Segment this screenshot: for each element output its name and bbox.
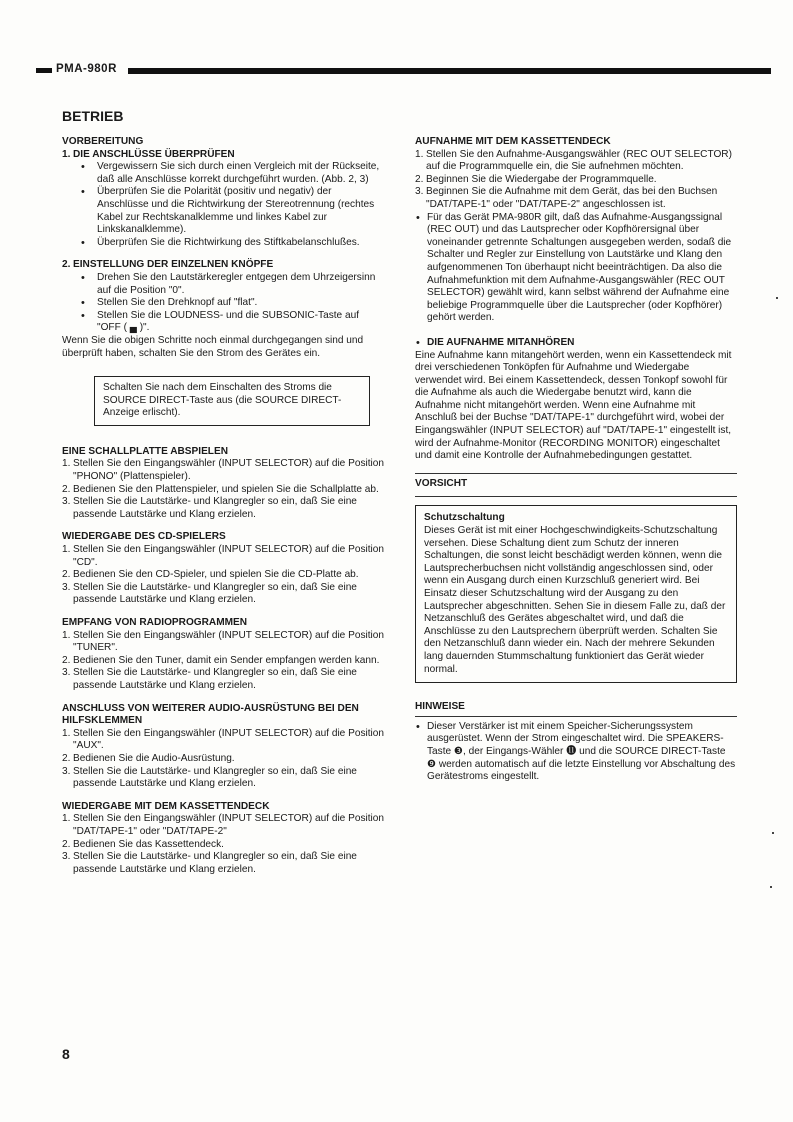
protection-circuit-box (415, 505, 737, 683)
list-item: 3. Stellen Sie die Lautstärke- und Klangregler so ein, daß Sie eine passende Lautstärke und Klang erzielen. (62, 581, 357, 606)
section-caution (415, 473, 737, 683)
divider (415, 473, 737, 474)
list-item: 1. Stellen Sie den Eingangswähler (INPUT SELECTOR) auf die Position "PHONO" (Plattenspieler). (62, 458, 385, 483)
scan-speck (770, 886, 772, 888)
list-item: 2. Bedienen Sie den Tuner, damit ein Sender empfangen werden kann. (62, 654, 380, 666)
model-name: PMA-980R (56, 63, 117, 75)
list-item: • Dieser Verstärker ist mit einem Speicher-Sicherungssystem ausgerüstet. Wenn der Strom eingeschaltet wird. Die SPEAKERS-Taste ❸, der Eingangs-Wähler ⓫ und die SOURCE DIRECT-Taste ❾ werden automatisch auf die letzte Einstellung vor Abschaltung des Gerätestroms eingestellt. (415, 721, 737, 784)
list-item: 2. Bedienen Sie den Plattenspieler, und spielen Sie die Schallplatte ab. (62, 483, 379, 495)
divider (415, 716, 737, 717)
list-item: 1. Stellen Sie den Eingangswähler (INPUT SELECTOR) auf die Position "TUNER". (62, 629, 385, 654)
list-item: 1. Stellen Sie den Aufnahme-Ausgangswähler (REC OUT SELECTOR) auf die Programmquelle ein, die Sie aufnehmen möchten. (415, 148, 732, 173)
right-column (415, 136, 737, 784)
section-aux (62, 703, 384, 791)
header-rule (128, 68, 771, 74)
source-direct-note-box: Schalten Sie nach dem Einschalten des Stroms die SOURCE DIRECT-Taste aus (die SOURCE DIRECT-Anzeige erlischt). (94, 376, 370, 426)
section-heading: WIEDERGABE MIT DEM KASSETTENDECK (62, 800, 270, 812)
box-title: Schutzschaltung (424, 512, 505, 524)
list-item: 3. Beginnen Sie die Aufnahme mit dem Gerät, das bei den Buchsen "DAT/TAPE-1" oder "DAT/TAPE-2" angeschlossen ist. (415, 186, 718, 210)
section-monitor (415, 337, 737, 463)
section-cd (62, 531, 384, 607)
prep-item-2: 2. EINSTELLUNG DER EINZELNEN KNÖPFE • Drehen Sie den Lautstärkeregler entgegen dem Uhrzeigersinn auf die Position "0". • Stellen Sie den Drehknopf auf "flat". • Stellen Sie die LOUDNESS- und die SUBSONIC-Taste auf "OFF ( ▄ )". (62, 259, 384, 335)
list-item: 2. Bedienen Sie die Audio-Ausrüstung. (62, 752, 235, 764)
section-heading: EINE SCHALLPLATTE ABSPIELEN (62, 445, 228, 457)
list-item: 1. Stellen Sie den Eingangswähler (INPUT SELECTOR) auf die Position "DAT/TAPE-1" oder "DAT/TAPE-2" (62, 813, 385, 837)
section-hints (415, 701, 737, 784)
section-heading: ANSCHLUSS VON WEITERER AUDIO-AUSRÜSTUNG BEI DEN HILFSKLEMMEN (62, 702, 359, 727)
section-heading: WIEDERGABE DES CD-SPIELERS (62, 531, 226, 543)
prep-item-1: 1. DIE ANSCHLÜSSE ÜBERPRÜFEN • Vergewissern Sie sich durch einen Vergleich mit der Rückseite, daß alle Anschlüsse korrekt durchgeführt wurden. (Abb. 2, 3) • Überprüfen Sie die Polarität (positiv und negativ) der Anschlüsse und die Richtwirkung der Stereotrennung (rechtes Kabel zur Rechtskanalklemme und linkes Kabel zur Linkskanalklemme). • Überprüfen Sie die Richtwirkung des Stiftkabelanschlußes. (62, 149, 384, 250)
prep-closing: Wenn Sie die obigen Schritte noch einmal durchgegangen sind und überprüft haben, schalten Sie den Strom des Gerätes ein. (62, 334, 364, 359)
page-number: 8 (62, 1046, 70, 1062)
list-item: • Überprüfen Sie die Polarität (positiv und negativ) der Anschlüsse und die Richtwirkung der Stereotrennung (rechtes Kabel zur Rechtskanalklemme und linkes Kabel zur Linkskanalklemme). (73, 186, 384, 236)
list-item: 1. Stellen Sie den Eingangswähler (INPUT SELECTOR) auf die Position "CD". (62, 544, 385, 568)
list-item (415, 337, 737, 350)
section-heading: • DIE AUFNAHME MITANHÖREN (427, 336, 575, 348)
scan-speck (772, 832, 774, 834)
list-item: 1. Stellen Sie den Eingangswähler (INPUT SELECTOR) auf die Position "AUX". (62, 727, 385, 752)
section-heading: VORBEREITUNG (62, 136, 144, 147)
divider (415, 496, 737, 497)
list-item: • Überprüfen Sie die Richtwirkung des Stiftkabelanschlußes. (73, 237, 384, 250)
section-tape-playback (62, 801, 384, 877)
list-item: 3. Stellen Sie die Lautstärke- und Klangregler so ein, daß Sie eine passende Lautstärke und Klang erzielen. (62, 851, 357, 875)
list-item: 2. Bedienen Sie den CD-Spieler, und spielen Sie die CD-Platte ab. (62, 569, 359, 581)
list-item: 3. Stellen Sie die Lautstärke- und Klangregler so ein, daß Sie eine passende Lautstärke und Klang erzielen. (62, 667, 357, 691)
list-item: • Für das Gerät PMA-980R gilt, daß das Aufnahme-Ausgangssignal (REC OUT) und das Lautsprecher oder Kopfhörersignal über voneinander getrennte Schaltungen ausgegeben werden, sodaß die Schalter und Regler zur Einstellung von Lautstärke und Klang den aufgenommenen Ton überhaupt nicht beeinträchtigen. Da also die Aufnahmefunktion mit dem Aufnahme-Ausgangswähler (REC OUT SELECTOR) gewählt wird, kann selbst während der Aufnahme eine beliebige Programmquelle über die Lautsprecher (oder Kopfhörer) gehört werden. (415, 212, 737, 325)
section-radio (62, 617, 384, 693)
header-bar-lead (36, 68, 52, 73)
list-item: • Stellen Sie den Drehknopf auf "flat". (73, 297, 384, 310)
list-item: • Vergewissern Sie sich durch einen Vergleich mit der Rückseite, daß alle Anschlüsse korrekt durchgeführt wurden. (Abb. 2, 3) (73, 161, 384, 186)
list-item: 3. Stellen Sie die Lautstärke- und Klangregler so ein, daß Sie eine passende Lautstärke und Klang erzielen. (62, 765, 357, 790)
section-record (62, 446, 384, 522)
left-column (62, 136, 384, 886)
section-preparation (62, 136, 384, 360)
list-item: 3. Stellen Sie die Lautstärke- und Klangregler so ein, daß Sie eine passende Lautstärke und Klang erzielen. (62, 496, 357, 520)
section-heading: HINWEISE (415, 701, 465, 713)
list-item: • Drehen Sie den Lautstärkeregler entgegen dem Uhrzeigersinn auf die Position "0". (73, 272, 384, 297)
list-item: 2. Bedienen Sie das Kassettendeck. (62, 838, 224, 850)
box-text: Dieses Gerät ist mit einer Hochgeschwindigkeits-Schutzschaltung versehen. Diese Schaltung dient zum Schutz der inneren Schaltungen, die sonst leicht beschädigt werden können, wenn die Lautsprecherbuchsen nicht vollständig angeschlossen sind, oder wenn ein Ausgang durch einen Kurzschluß generiert wird. Bei Einsatz dieser Schutzschaltung wird der Ausgang zu den Lautsprecher abgeschnitten. Sehen Sie in diesem Falle zu, daß der Netzanschluß des Gerätes abgeschaltet wird, und daß die Anschlüsse zu den Lautsprechern überprüft werden. Schalten Sie den Netzanschluß dann wieder ein. Nach der mehrere Sekunden lang dauernden Stummschaltung funktioniert das Gerät wieder normal. (424, 525, 726, 675)
section-heading: VORSICHT (415, 477, 468, 489)
page-title: BETRIEB (62, 108, 124, 124)
header-bar (36, 64, 771, 76)
monitor-text: Eine Aufnahme kann mitangehört werden, wenn ein Kassettendeck mit drei verschiedenen Tonköpfen für Aufnahme und Wiedergabe verwendet wird. Bei einem Kassettendeck, dessen Tonkopf sowohl für die Aufnahme als auch die Wiedergabe benutzt wird, kann die Aufnahme nicht mitangehört werden. Wenn eine Aufnahme mit Anschluß bei der Buchse "DAT/TAPE-1" durchgeführt wird, wobei der Eingangswähler (INPUT SELECTOR) auf "DAT/TAPE-1" eingestellt ist, wird der Aufnahme-Monitor (RECORDING MONITOR) eingeschaltet und damit eine Kontrolle der Aufnahmebedingungen gestattet. (415, 349, 732, 462)
list-item: 2. Beginnen Sie die Wiedergabe der Programmquelle. (415, 173, 657, 185)
scan-speck (776, 297, 778, 299)
section-tape-recording (415, 136, 737, 325)
list-item: • Stellen Sie die LOUDNESS- und die SUBSONIC-Taste auf "OFF ( ▄ )". (73, 310, 384, 335)
section-heading: EMPFANG VON RADIOPROGRAMMEN (62, 617, 248, 628)
section-heading: AUFNAHME MIT DEM KASSETTENDECK (415, 136, 611, 147)
